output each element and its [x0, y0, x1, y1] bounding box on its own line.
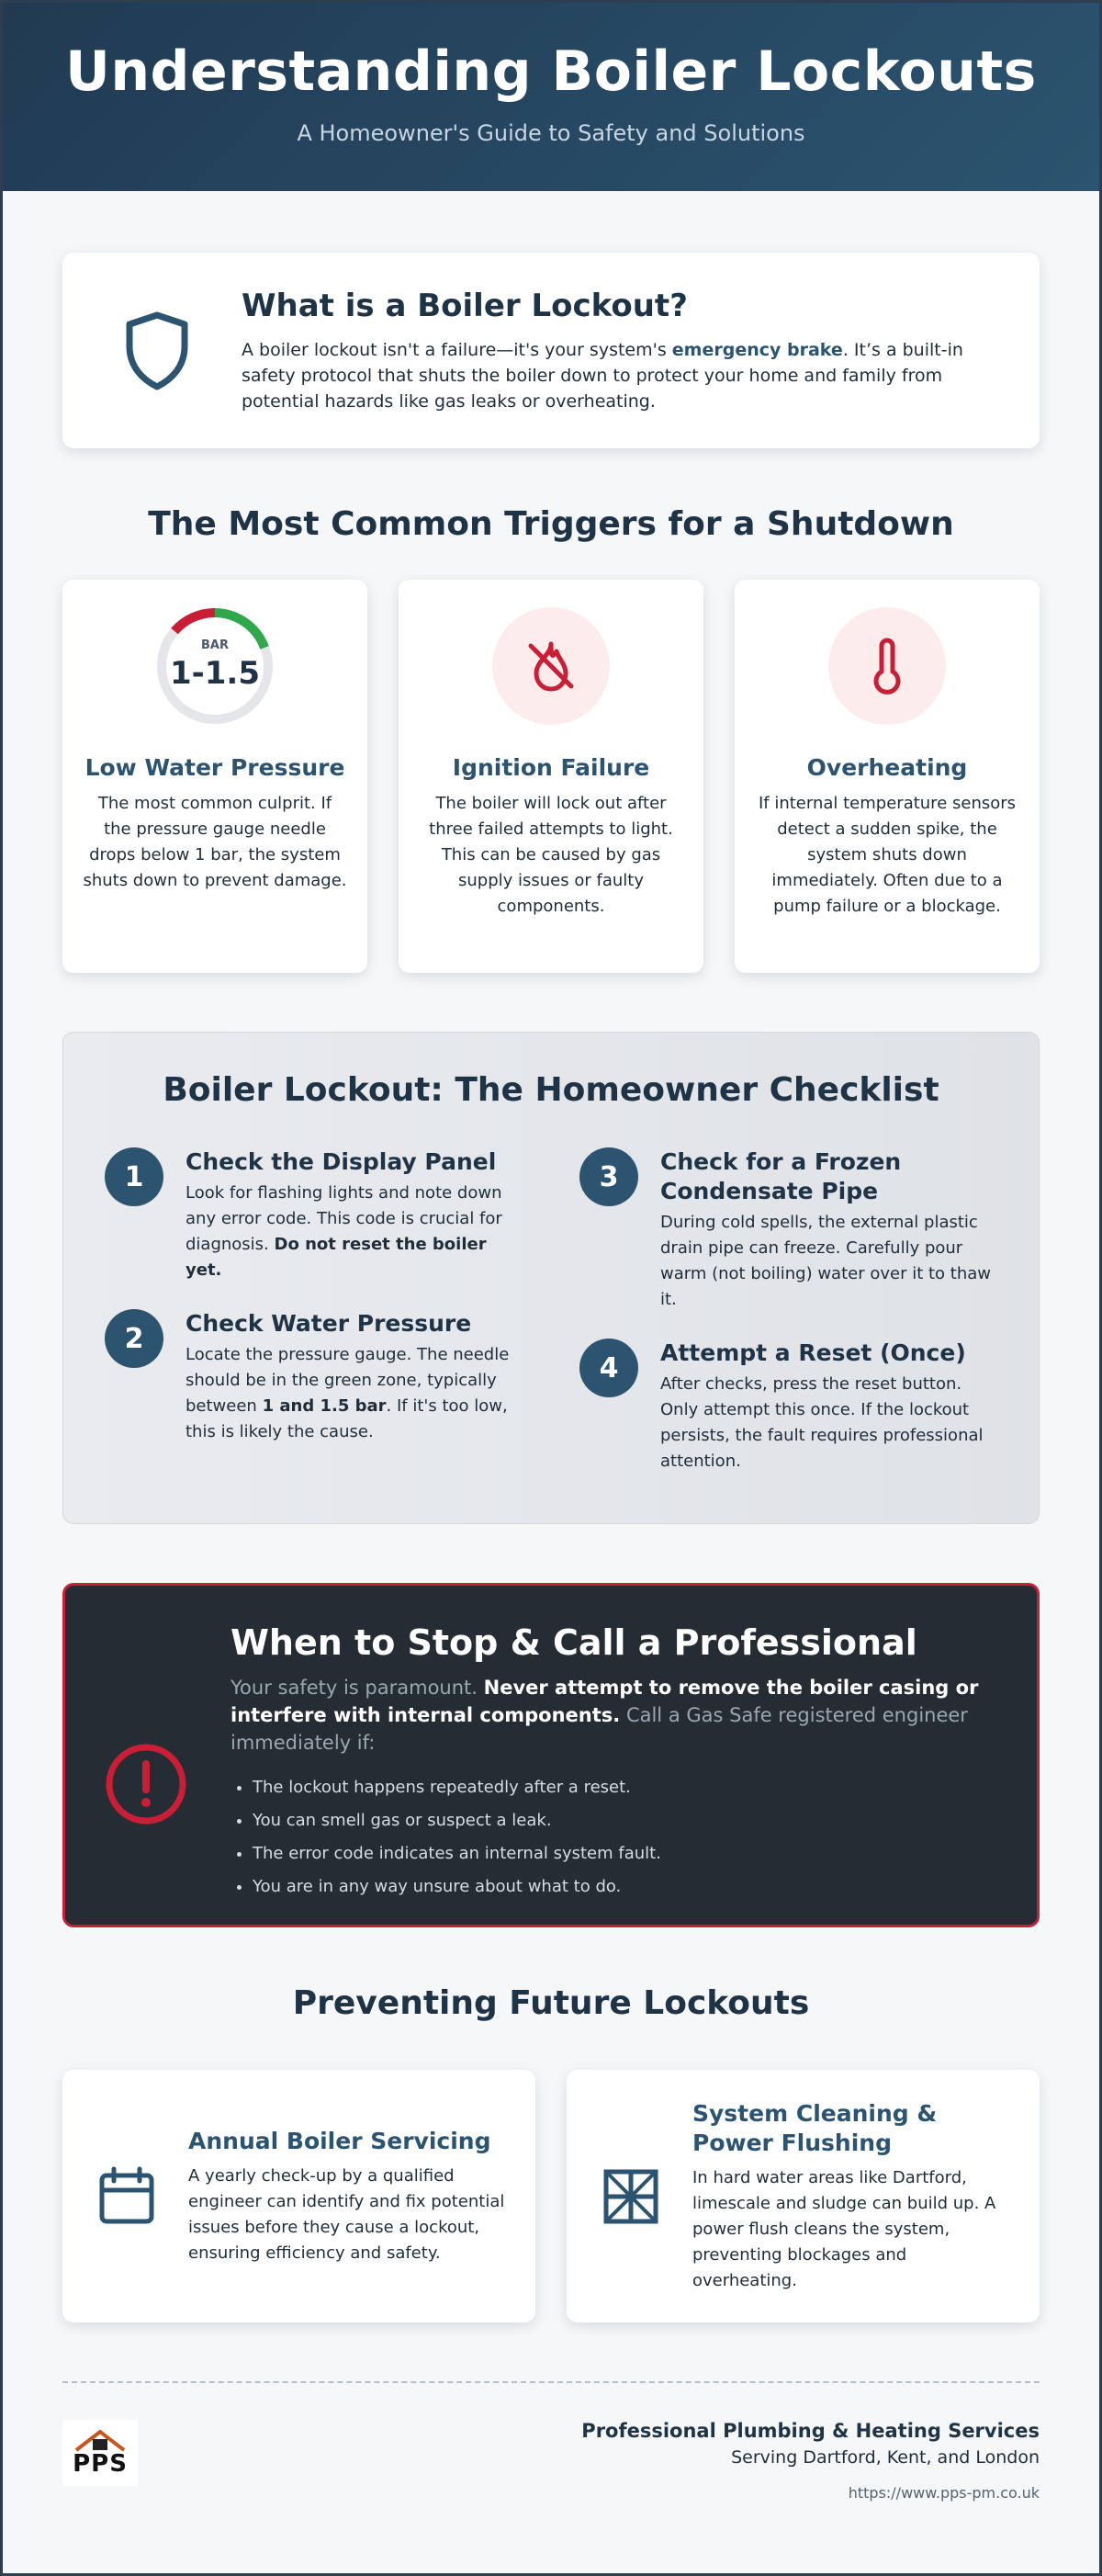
- intro-text: A boiler lockout isn't a failure—it's your system's emergency brake. It’s a built-in safety protocol that shuts the boiler down to protect your home and family from potential hazards like gas leaks or overheating.: [242, 339, 963, 412]
- page-subtitle: A Homeowner's Guide to Safety and Solutions: [297, 120, 805, 146]
- homeowner-checklist: [62, 1032, 1040, 1524]
- trigger-text: The most common culprit. If the pressure gauge needle drops below 1 bar, the system shuts down to prevent damage.: [83, 794, 347, 890]
- checklist-step: [579, 1147, 997, 1313]
- prevention-card-text: In hard water areas like Dartford, limescale and sludge can build up. A power flush cleans the system, preventing blockages and overheating.: [692, 2167, 996, 2290]
- prevention-card-servicing: [62, 2070, 535, 2322]
- step-title: Check Water Pressure: [186, 1310, 472, 1337]
- step-number: 4: [579, 1339, 638, 1397]
- trigger-text: The boiler will lock out after three failed attempts to light. This can be caused by gas supply issues or faulty components.: [429, 794, 673, 916]
- main-content: [3, 253, 1099, 2502]
- step-title: Attempt a Reset (Once): [660, 1339, 966, 1366]
- company-logo: [62, 2420, 138, 2486]
- trigger-card-ignition: [399, 580, 703, 973]
- checklist-title: Boiler Lockout: The Homeowner Checklist: [163, 1071, 939, 1109]
- intro-card: [62, 253, 1040, 448]
- checklist-step: [105, 1147, 523, 1283]
- calendar-icon: [95, 2166, 159, 2227]
- trigger-card-overheating: [735, 580, 1040, 973]
- trigger-title: Ignition Failure: [452, 754, 650, 781]
- step-number: 1: [105, 1147, 163, 1206]
- prevention-card-title: Annual Boiler Servicing: [188, 2127, 491, 2154]
- triggers-grid: [62, 580, 1040, 973]
- alert-circle-icon: [104, 1622, 205, 1925]
- page-title: Understanding Boiler Lockouts: [65, 40, 1037, 104]
- step-text: Locate the pressure gauge. The needle should be in the green zone, typically between 1 and 1.5 bar. If it's too low, this is likely the cause.: [186, 1345, 510, 1441]
- list-item: • You can smell gas or suspect a leak.: [253, 1804, 1000, 1837]
- shield-icon: [108, 311, 205, 390]
- gauge-label: BAR: [201, 638, 229, 652]
- thermometer-icon: [828, 607, 946, 725]
- checklist-step: [105, 1309, 523, 1445]
- list-item: • The error code indicates an internal system fault.: [253, 1837, 1000, 1870]
- filter-grid-icon: [599, 2167, 663, 2226]
- service-area: Serving Dartford, Kent, and London: [731, 2447, 1040, 2468]
- list-item: • The lockout happens repeatedly after a reset.: [253, 1771, 1000, 1804]
- prevention-card-flushing: [567, 2070, 1040, 2322]
- gauge-value: 1-1.5: [170, 655, 260, 692]
- prevention-card-title: System Cleaning & Power Flushing: [692, 2099, 938, 2156]
- intro-title: What is a Boiler Lockout?: [242, 287, 688, 324]
- step-text: After checks, press the reset button. Only attempt this once. If the lockout persists, the fault requires professional attention.: [660, 1374, 984, 1471]
- step-text: During cold spells, the external plastic drain pipe can freeze. Carefully pour warm (not boiling) water over it to thaw it.: [660, 1213, 991, 1309]
- trigger-title: Overheating: [806, 754, 968, 781]
- website-link[interactable]: https://www.pps-pm.co.uk: [848, 2484, 1040, 2502]
- step-number: 3: [579, 1147, 638, 1206]
- trigger-text: If internal temperature sensors detect a sudden spike, the system shuts down immediately. Often due to a pump failure or a blockage.: [758, 794, 1017, 916]
- step-text: Look for flashing lights and note down any error code. This code is crucial for diagnosis. Do not reset the boiler yet.: [186, 1183, 502, 1280]
- trigger-title: Low Water Pressure: [84, 754, 345, 781]
- professional-lead: Your safety is paramount. Never attempt to remove the boiler casing or interfere with internal components. Call a Gas Safe registered engineer immediately if:: [231, 1677, 979, 1754]
- triggers-title: The Most Common Triggers for a Shutdown: [148, 505, 954, 543]
- hero-header: [3, 3, 1099, 191]
- step-number: 2: [105, 1309, 163, 1368]
- flame-off-icon: [492, 607, 610, 725]
- company-name: Professional Plumbing & Heating Services: [581, 2420, 1040, 2442]
- prevention-title: Preventing Future Lockouts: [292, 1984, 810, 2022]
- page-footer: [62, 2381, 1040, 2502]
- professional-title: When to Stop & Call a Professional: [231, 1622, 917, 1663]
- professional-list: [231, 1771, 1000, 1904]
- step-title: Check the Display Panel: [186, 1148, 497, 1175]
- prevention-grid: [62, 2070, 1040, 2322]
- prevention-card-text: A yearly check-up by a qualified engineer can identify and fix potential issues before they cause a lockout, ensuring efficiency and safety.: [188, 2165, 505, 2263]
- logo-text: PPS: [73, 2450, 128, 2478]
- trigger-card-low-pressure: [62, 580, 367, 973]
- list-item: • You are in any way unsure about what to do.: [253, 1870, 1000, 1904]
- call-professional-panel: [62, 1583, 1040, 1927]
- checklist-step: [579, 1339, 997, 1474]
- pressure-gauge-icon: [156, 607, 274, 725]
- step-title: Check for a Frozen Condensate Pipe: [660, 1148, 902, 1204]
